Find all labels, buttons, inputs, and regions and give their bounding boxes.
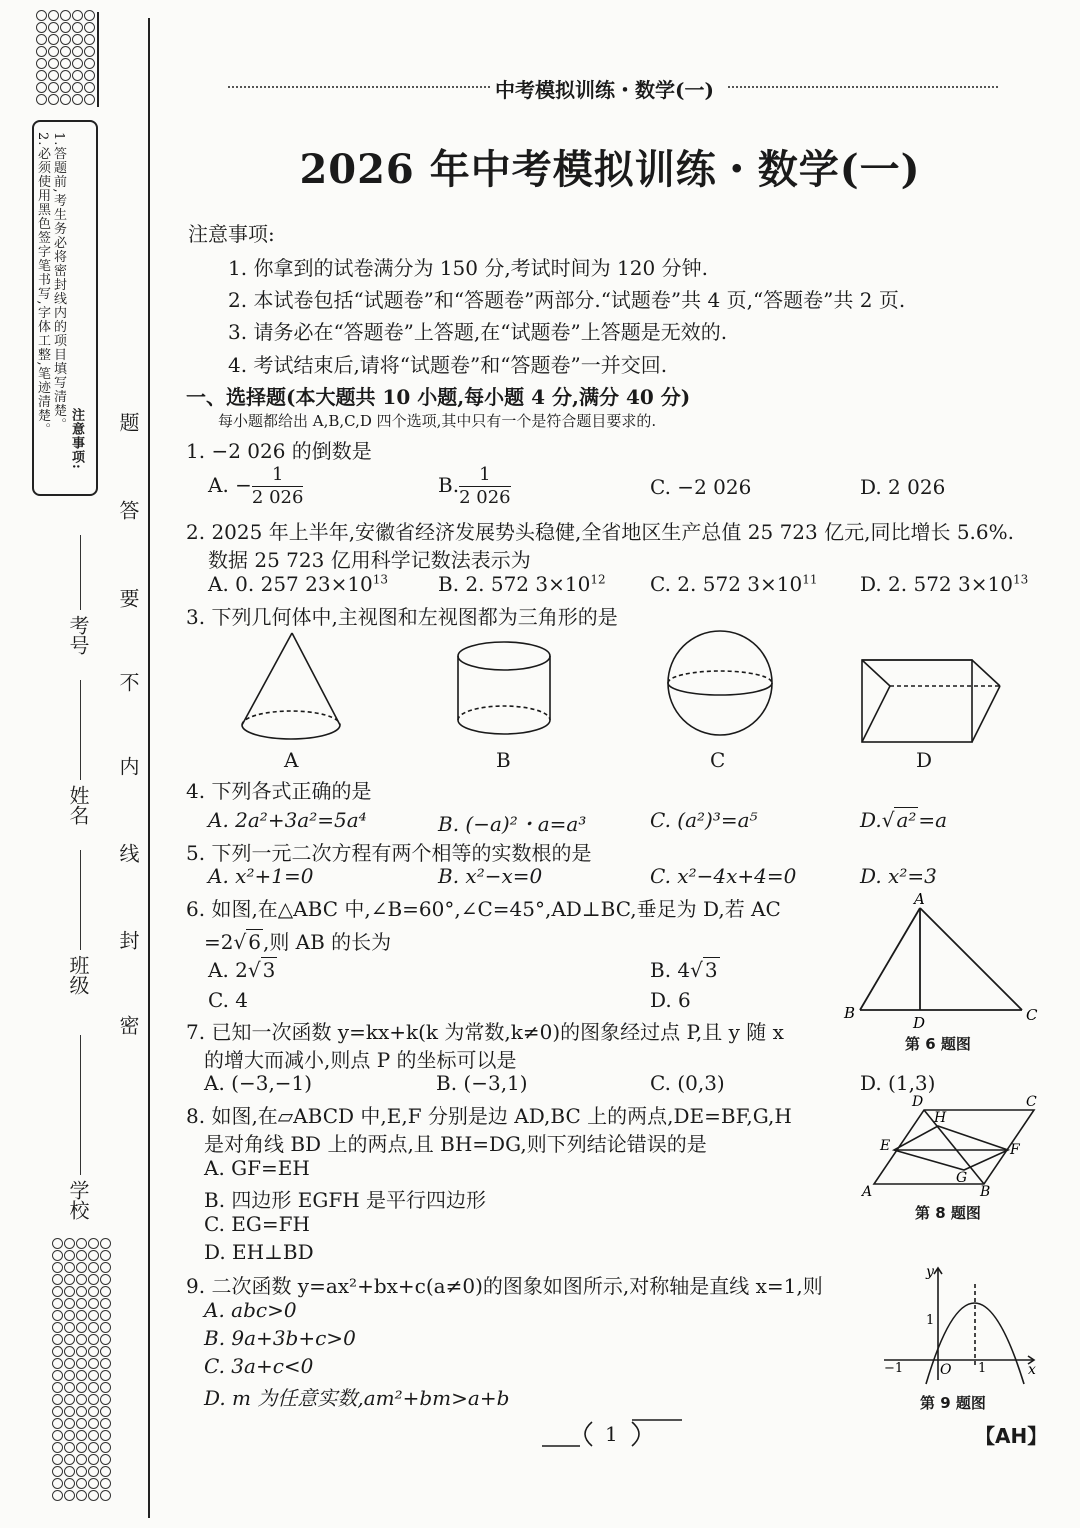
q8-figure-caption: 第 8 题图 — [915, 1204, 981, 1222]
q4-stem: 4. 下列各式正确的是 — [186, 779, 372, 803]
field-school-label: 学校 — [66, 1180, 90, 1220]
binding-notice-title: 注意事项: — [69, 408, 84, 470]
header-dots-right — [728, 86, 998, 88]
q2-stem-line2: 数据 25 723 亿用科学记数法表示为 — [208, 548, 531, 572]
q5-option-d[interactable]: D. x²=3 — [860, 864, 937, 888]
binding-divider-right — [97, 12, 99, 107]
binding-notice-1: 1.答题前,考生务必将密封线内的项目填写清楚。 — [51, 132, 66, 432]
notes-item-1: 1. 你拿到的试卷满分为 150 分,考试时间为 120 分钟. — [228, 256, 708, 280]
q6-option-c[interactable]: C. 4 — [208, 988, 249, 1012]
field-name-line[interactable] — [80, 680, 81, 780]
q5-option-c[interactable]: C. x²−4x+4=0 — [650, 864, 797, 888]
q6-point-d: D — [913, 1014, 926, 1032]
q8-stem-line2: 是对角线 BD 上的两点,且 BH=DG,则下列结论错误的是 — [204, 1132, 707, 1156]
q3-label-b[interactable]: B — [496, 748, 511, 772]
q2-option-a[interactable] — [208, 572, 388, 596]
field-exam-number-label: 考号 — [66, 615, 90, 655]
binding-notice-2: 2.必须使用黑色签字笔书写,字体工整,笔迹清楚。 — [35, 132, 50, 437]
q5-option-a[interactable]: A. x²+1=0 — [208, 864, 314, 888]
q6-stem2-prefix: =2 — [204, 930, 234, 954]
q5-option-b[interactable]: B. x²−x=0 — [438, 864, 543, 888]
field-class-label: 班级 — [66, 955, 90, 995]
q1-a-num: 1 — [252, 466, 304, 487]
q8-point-b: B — [980, 1184, 991, 1200]
q2-c-exp: 11 — [802, 572, 818, 587]
q3-prism-shape — [862, 660, 1000, 742]
q6-figure-caption: 第 6 题图 — [905, 1035, 971, 1053]
q1-option-a[interactable] — [208, 466, 303, 507]
q7-stem-line1: 7. 已知一次函数 y=kx+k(k 为常数,k≠0)的图象经过点 P,且 y 随 x — [186, 1020, 784, 1044]
q4-d-suffix: =a — [918, 808, 948, 832]
q6-side-ab — [860, 908, 920, 1010]
q6-stem2-suffix: ,则 AB 的长为 — [262, 930, 392, 954]
q3-solids-figure — [230, 630, 1020, 750]
q9-label-x: x — [1028, 1362, 1036, 1378]
q3-label-a[interactable]: A — [284, 748, 299, 772]
page-title: 2026 年中考模拟训练・数学(一) — [299, 146, 921, 193]
q2-option-d[interactable] — [860, 572, 1028, 596]
q8-parallelogram-figure — [858, 1092, 1048, 1202]
q9-parabola-figure — [878, 1262, 1048, 1387]
q9-label-one-x: 1 — [978, 1361, 987, 1376]
q2-option-b[interactable] — [438, 572, 606, 596]
running-title: 中考模拟训练・数学(一) — [495, 78, 714, 102]
q1-b-num: 1 — [459, 466, 511, 487]
q8-point-g: G — [956, 1170, 968, 1186]
q2-stem-line1: 2. 2025 年上半年,安徽省经济发展势头稳健,全省地区生产总值 25 723 亿元,同比增长 5.6%. — [186, 520, 1014, 544]
paper-code: 【AH】 — [975, 1424, 1048, 1448]
q6-side-ac — [920, 908, 1022, 1010]
q1-b-fraction — [459, 466, 511, 507]
q2-a-text: A. 0. 257 23×10 — [208, 572, 373, 596]
q9-label-one-y: 1 — [926, 1313, 935, 1328]
q8-point-c: C — [1026, 1094, 1037, 1110]
q8-point-h: H — [934, 1110, 947, 1126]
binding-holes-bottom — [52, 1238, 114, 1502]
q8-diagonal-bd — [924, 1110, 984, 1184]
q6-triangle-figure — [840, 890, 1050, 1035]
q9-label-neg-one: −1 — [884, 1361, 904, 1376]
q4-option-d[interactable]: D.√ a² =a — [860, 808, 948, 832]
q9-option-c[interactable]: C. 3a+c<0 — [204, 1354, 314, 1378]
q9-label-origin: O — [940, 1362, 952, 1378]
q9-option-a[interactable]: A. abc>0 — [204, 1298, 297, 1322]
q3-stem: 3. 下列几何体中,主视图和左视图都为三角形的是 — [186, 605, 618, 629]
seal-char-4: 不 — [116, 672, 140, 692]
q1-option-d[interactable]: D. 2 026 — [860, 475, 946, 499]
seal-char-2: 答 — [116, 500, 140, 520]
q1-b-prefix: B. — [438, 473, 460, 497]
binding-holes-top — [36, 10, 98, 106]
notes-title: 注意事项: — [188, 222, 275, 246]
seal-char-8: 密 — [116, 1015, 140, 1035]
q4-option-c[interactable]: C. (a²)³=a⁵ — [650, 808, 758, 832]
q6-stem-line1: 6. 如图,在△ABC 中,∠B=60°,∠C=45°,AD⊥BC,垂足为 D,若 AC — [186, 897, 781, 921]
q5-stem: 5. 下列一元二次方程有两个相等的实数根的是 — [186, 841, 592, 865]
q4-d-prefix: D. — [860, 808, 882, 832]
seal-char-6: 线 — [116, 843, 140, 863]
section-instruction: 每小题都给出 A,B,C,D 四个选项,其中只有一个是符合题目要求的. — [218, 412, 657, 430]
q1-a-fraction — [252, 466, 304, 507]
notes-item-2: 2. 本试卷包括“试题卷”和“答题卷”两部分.“试题卷”共 4 页,“答题卷”共 2 页. — [228, 288, 906, 312]
page-number: 1 — [605, 1422, 618, 1446]
q8-option-b[interactable]: B. 四边形 EGFH 是平行四边形 — [204, 1188, 487, 1212]
q4-option-b[interactable]: B. (−a)²・a=a³ — [438, 812, 587, 836]
q8-point-d: D — [912, 1094, 924, 1110]
section-heading: 一、选择题(本大题共 10 小题,每小题 4 分,满分 40 分) — [186, 385, 691, 409]
q6-point-b: B — [844, 1004, 856, 1022]
q2-d-text: D. 2. 572 3×10 — [860, 572, 1013, 596]
q6-point-a: A — [914, 890, 925, 908]
q3-cylinder-shape — [458, 642, 550, 734]
q2-option-c[interactable] — [650, 572, 818, 596]
field-exam-number-line[interactable] — [80, 535, 81, 610]
q6-option-b[interactable]: B. 4√ 3 — [650, 958, 718, 982]
q3-cone-shape — [242, 633, 340, 739]
q3-sphere-shape — [668, 631, 772, 735]
q9-stem: 9. 二次函数 y=ax²+bx+c(a≠0)的图象如图所示,对称轴是直线 x=1,则 — [186, 1274, 823, 1298]
q4-d-radicand: a² — [896, 808, 917, 832]
q6-b-prefix: B. 4 — [650, 958, 691, 982]
q9-option-d[interactable]: D. m 为任意实数,am²+bm>a+b — [204, 1386, 510, 1410]
q1-b-den: 2 026 — [459, 487, 511, 508]
q7-option-c[interactable]: C. (0,3) — [650, 1071, 725, 1095]
seal-line — [148, 18, 150, 1518]
q8-option-a[interactable]: A. GF=EH — [204, 1156, 310, 1180]
q1-option-c[interactable]: C. −2 026 — [650, 475, 752, 499]
q2-d-exp: 13 — [1012, 572, 1029, 587]
q1-option-b[interactable] — [438, 466, 511, 507]
field-name-label: 姓名 — [66, 785, 90, 825]
q7-option-a[interactable]: A. (−3,−1) — [204, 1071, 313, 1095]
q7-option-d[interactable]: D. (1,3) — [860, 1071, 936, 1095]
q9-label-y: y — [926, 1264, 934, 1280]
q4-option-a[interactable]: A. 2a²+3a²=5a⁴ — [208, 808, 367, 832]
q6-point-c: C — [1026, 1006, 1038, 1024]
q2-b-text: B. 2. 572 3×10 — [438, 572, 591, 596]
q1-a-prefix: A. − — [208, 473, 252, 497]
q6-a-radicand: 3 — [262, 958, 276, 982]
q2-b-exp: 12 — [590, 572, 606, 587]
seal-char-1: 题 — [116, 412, 140, 432]
q1-a-den: 2 026 — [251, 487, 304, 508]
q2-c-text: C. 2. 572 3×10 — [650, 572, 803, 596]
q8-stem-line1: 8. 如图,在▱ABCD 中,E,F 分别是边 AD,BC 上的两点,DE=BF,G,H — [186, 1104, 792, 1128]
q8-option-d[interactable]: D. EH⊥BD — [204, 1240, 314, 1264]
q8-option-c[interactable]: C. EG=FH — [204, 1212, 310, 1236]
field-class-line[interactable] — [80, 850, 81, 950]
seal-char-7: 封 — [116, 930, 140, 950]
seal-char-5: 内 — [116, 756, 140, 776]
q1-stem: 1. −2 026 的倒数是 — [186, 439, 372, 463]
q6-option-a[interactable]: A. 2√ 3 — [208, 958, 276, 982]
notes-item-3: 3. 请务必在“答题卷”上答题,在“试题卷”上答题是无效的. — [228, 320, 728, 344]
q7-option-b[interactable]: B. (−3,1) — [436, 1071, 528, 1095]
q9-option-b[interactable]: B. 9a+3b+c>0 — [204, 1326, 356, 1350]
q3-label-d[interactable]: D — [916, 748, 933, 772]
q6-a-prefix: A. 2 — [208, 958, 248, 982]
q8-point-e: E — [880, 1138, 891, 1154]
q8-quad-egfh — [894, 1126, 1008, 1170]
q8-point-f: F — [1010, 1142, 1020, 1158]
field-school-line[interactable] — [80, 1035, 81, 1175]
q6-stem-line2: =2√ 6 ,则 AB 的长为 — [204, 930, 392, 954]
notes-item-4: 4. 考试结束后,请将“试题卷”和“答题卷”一并交回. — [228, 353, 668, 377]
q6-option-d[interactable]: D. 6 — [650, 988, 691, 1012]
q3-label-c[interactable]: C — [710, 748, 726, 772]
q6-stem2-radicand: 6 — [248, 930, 261, 954]
seal-char-3: 要 — [116, 588, 140, 608]
header-dots-left — [228, 86, 490, 88]
q2-a-exp: 13 — [372, 572, 389, 587]
q8-point-a: A — [862, 1184, 873, 1200]
q7-stem-line2: 的增大而减小,则点 P 的坐标可以是 — [204, 1048, 517, 1072]
q6-b-radicand: 3 — [704, 958, 718, 982]
q9-figure-caption: 第 9 题图 — [920, 1394, 986, 1412]
